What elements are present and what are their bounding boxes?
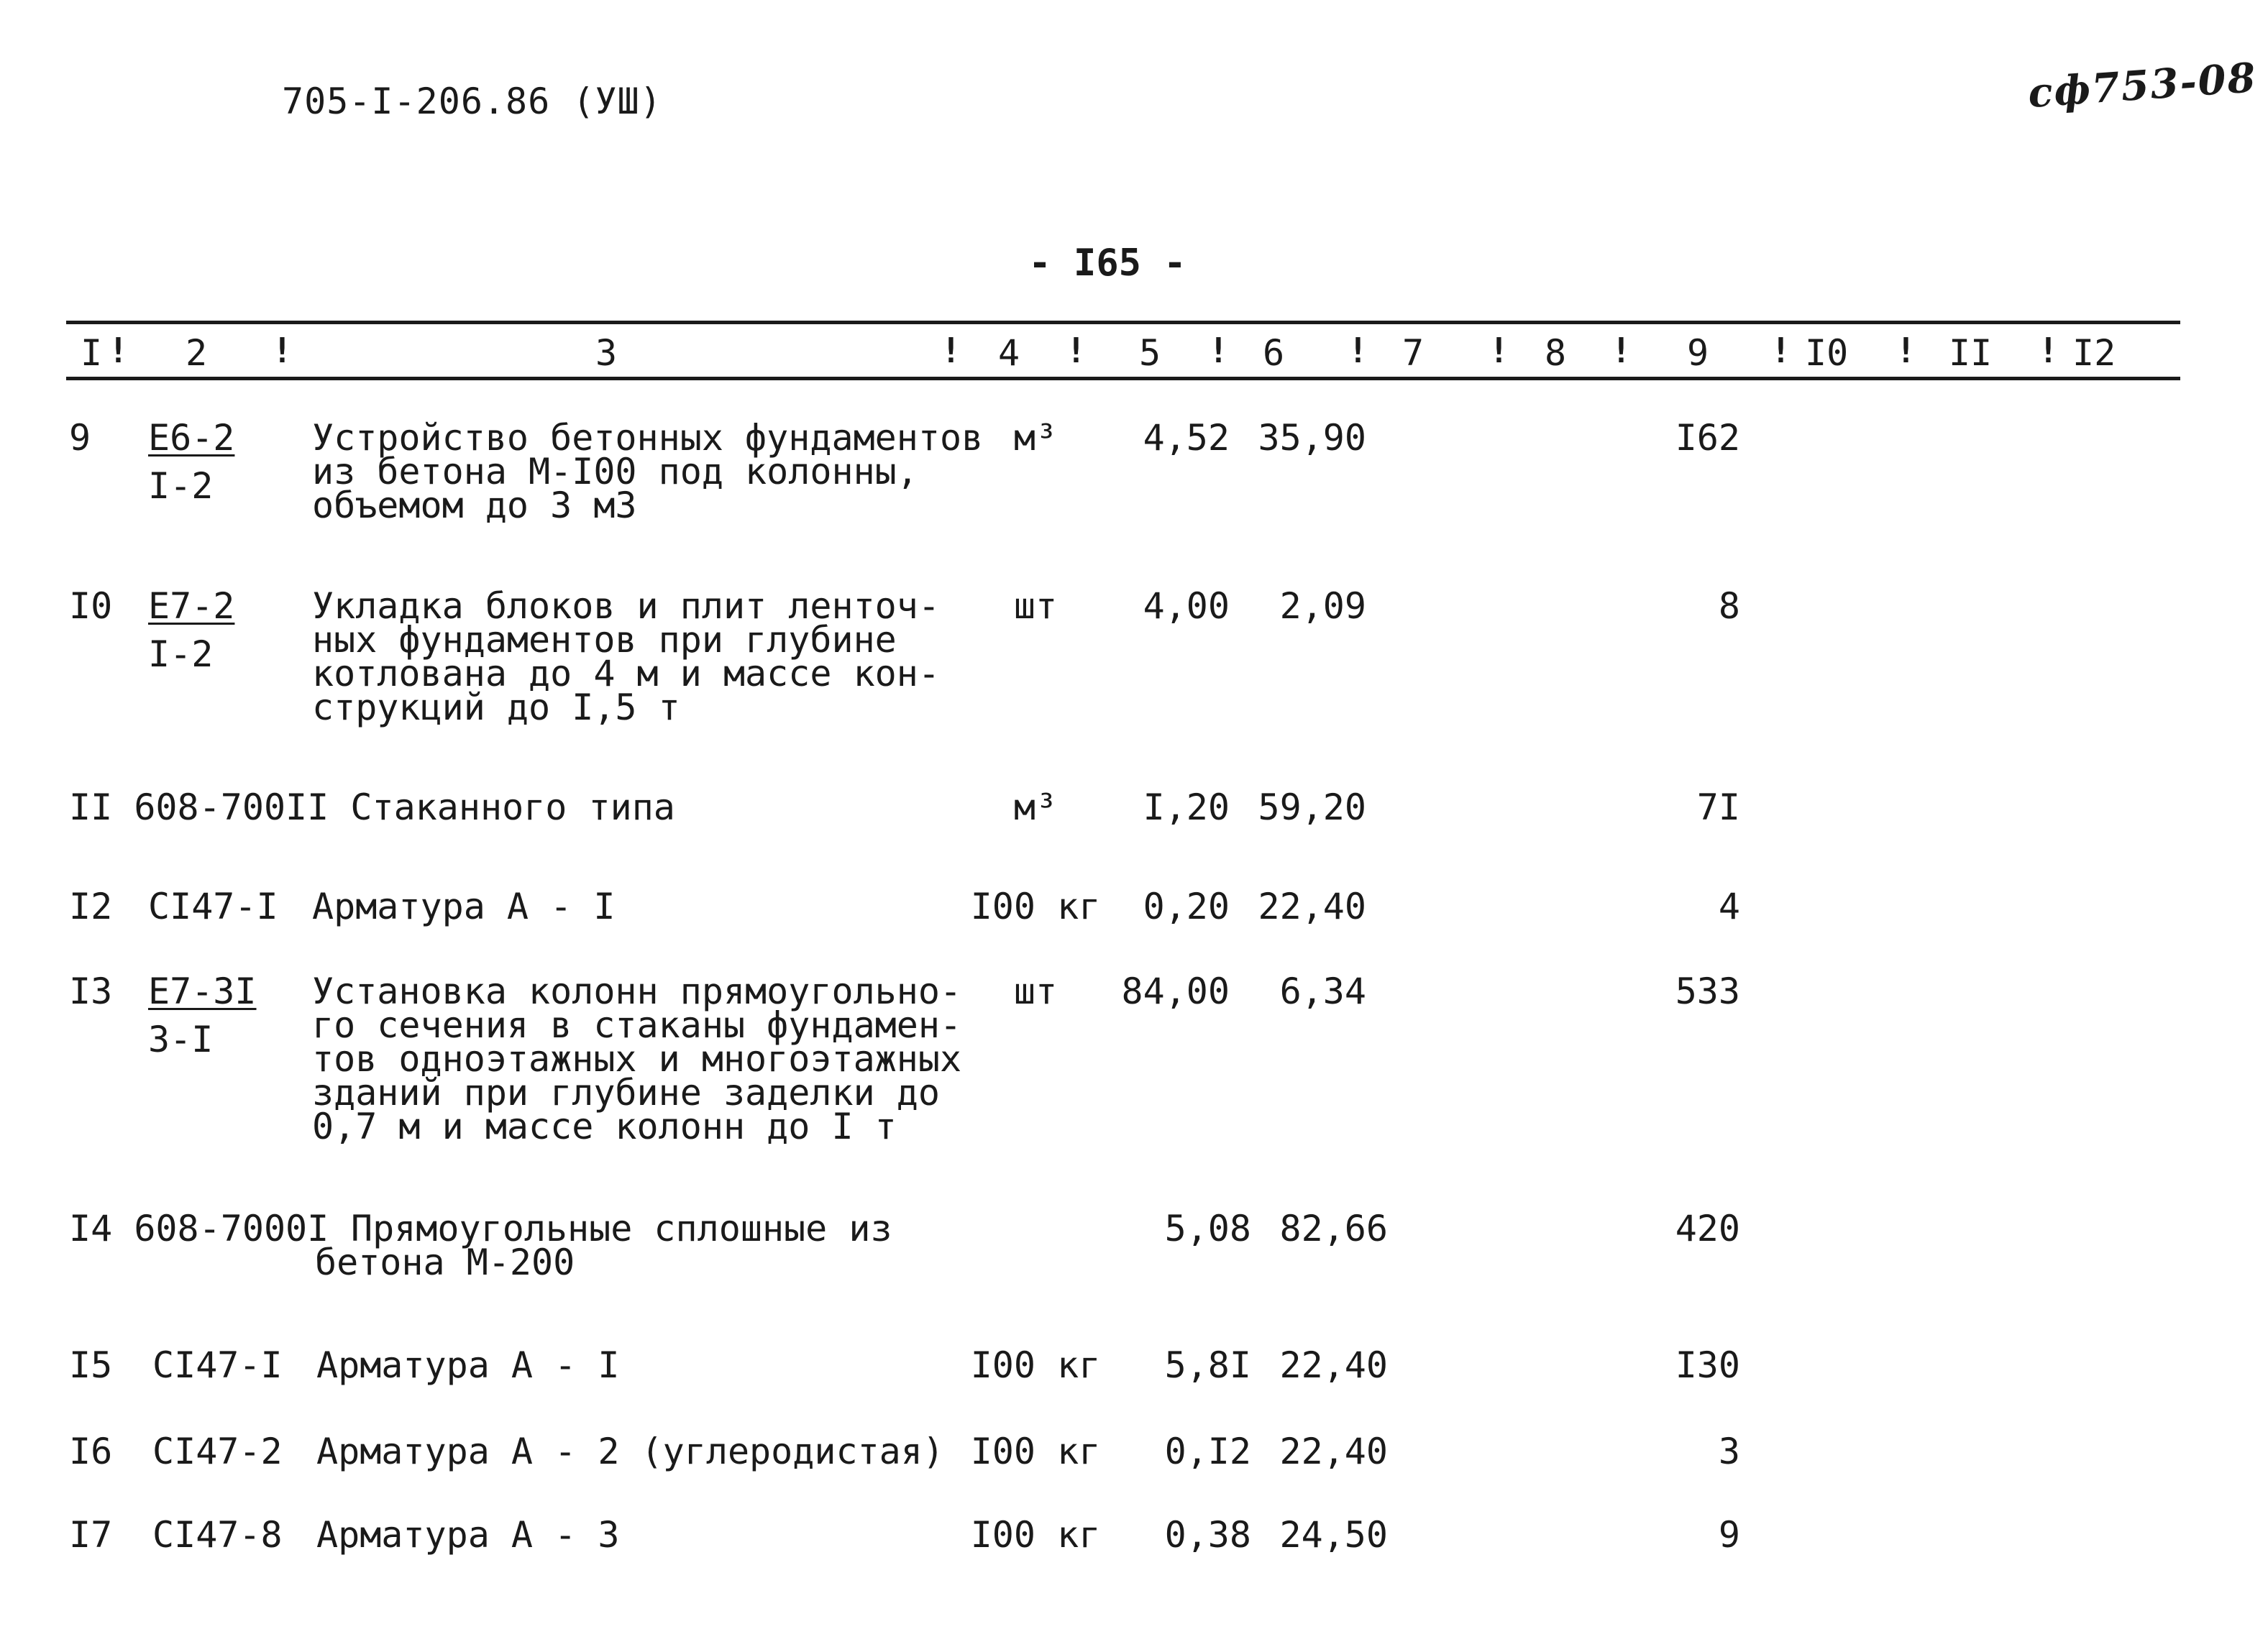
rate-code	[148, 971, 257, 1060]
column-header-5: 5	[1139, 332, 1161, 374]
column-separator: !	[1208, 331, 1229, 371]
unit-price: 6,34	[1279, 971, 1366, 1012]
total-cost: 3	[1718, 1431, 1740, 1472]
column-separator: !	[1896, 331, 1916, 371]
work-description	[312, 585, 940, 728]
unit-price: 22,40	[1258, 886, 1366, 927]
column-separator: !	[1611, 331, 1632, 371]
rate-code-bottom: I-2	[148, 465, 214, 507]
rate-code-top: Е7-2	[148, 585, 235, 627]
document-code: 705-I-206.86 (УШ)	[282, 81, 662, 122]
unit-price: 35,90	[1258, 417, 1366, 459]
row-number: I6	[69, 1431, 113, 1472]
quantity: 0,20	[1143, 886, 1230, 927]
total-cost: 4	[1718, 886, 1740, 927]
unit-price: 82,66	[1279, 1208, 1388, 1249]
row-number: II	[69, 786, 113, 828]
column-separator: !	[1770, 331, 1791, 371]
description-line: го сечения в стаканы фундамен-	[312, 1004, 962, 1046]
column-header-6: 6	[1263, 332, 1285, 374]
description-line: ных фундаментов при глубине	[312, 619, 897, 661]
rate-code: СI47-I	[148, 886, 278, 927]
description-line: котлована до 4 м и массе кон-	[312, 653, 940, 694]
row-number: I3	[69, 971, 113, 1012]
total-cost: 9	[1718, 1514, 1740, 1556]
work-description: Арматура А - 2 (углеродистая)	[316, 1431, 944, 1472]
total-cost: 8	[1718, 585, 1740, 627]
work-description: Арматура А - I	[312, 886, 616, 927]
work-description	[315, 1208, 892, 1283]
column-separator: !	[272, 331, 293, 371]
row-number: I2	[69, 886, 113, 927]
quantity: 0,I2	[1164, 1431, 1251, 1472]
column-separator: !	[941, 331, 961, 371]
quantity: 5,08	[1164, 1208, 1251, 1249]
total-cost: 420	[1675, 1208, 1740, 1249]
description-line: 0,7 м и массе колонн до I т	[312, 1106, 897, 1147]
rate-code: 608-700II	[134, 786, 329, 828]
description-line: Установка колонн прямоугольно-	[312, 971, 962, 1012]
rate-code: 608-7000I	[134, 1208, 329, 1249]
rate-code-bottom: 3-I	[148, 1019, 214, 1060]
unit-price: 2,09	[1279, 585, 1366, 627]
quantity: 0,38	[1164, 1514, 1251, 1556]
total-cost: 533	[1675, 971, 1740, 1012]
row-number: I7	[69, 1514, 113, 1556]
work-description: Стаканного типа	[350, 786, 675, 828]
description-line: объемом до 3 м3	[312, 485, 637, 526]
row-number: I4	[69, 1208, 113, 1249]
table-header-row	[0, 332, 2268, 375]
description-line: Прямоугольные сплошные из	[351, 1208, 892, 1249]
column-header-3: 3	[595, 332, 618, 374]
unit: I00 кг	[970, 1431, 1101, 1472]
column-separator: !	[1066, 331, 1087, 371]
quantity: 4,52	[1143, 417, 1230, 459]
rate-code: СI47-I	[152, 1344, 283, 1386]
rate-code: СI47-8	[152, 1514, 283, 1556]
unit: I00 кг	[970, 886, 1101, 927]
row-number: 9	[69, 417, 91, 459]
table-top-rule	[66, 321, 2180, 324]
description-line: струкций до I,5 т	[312, 687, 680, 728]
description-line: Укладка блоков и плит ленточ-	[312, 585, 940, 627]
column-separator: !	[108, 331, 129, 371]
unit-price: 59,20	[1258, 786, 1366, 828]
rate-code	[148, 585, 235, 675]
unit: I00 кг	[970, 1344, 1101, 1386]
unit-price: 22,40	[1279, 1431, 1388, 1472]
description-line: тов одноэтажных и многоэтажных	[312, 1038, 962, 1080]
column-header-8: 8	[1545, 332, 1567, 374]
total-cost: I62	[1675, 417, 1740, 459]
unit: м³	[1013, 786, 1058, 828]
unit: шт	[1013, 585, 1058, 627]
column-header-12: I2	[2072, 332, 2116, 374]
unit: м³	[1013, 417, 1058, 459]
column-header-7: 7	[1402, 332, 1425, 374]
page-number: - I65 -	[1028, 242, 1186, 285]
total-cost: I30	[1675, 1344, 1740, 1386]
total-cost: 7I	[1696, 786, 1740, 828]
description-line: зданий при глубине заделки до	[312, 1072, 940, 1114]
column-header-4: 4	[998, 332, 1020, 374]
column-separator: !	[1348, 331, 1368, 371]
column-header-11: II	[1949, 332, 1993, 374]
table-header-rule	[66, 377, 2180, 380]
column-header-1: I	[81, 332, 103, 374]
rate-code: СI47-2	[152, 1431, 283, 1472]
unit: шт	[1013, 971, 1058, 1012]
column-separator: !	[1489, 331, 1509, 371]
description-line: Устройство бетонных фундаментов	[312, 417, 984, 459]
rate-code	[148, 417, 235, 507]
column-header-2: 2	[186, 332, 208, 374]
unit-price: 24,50	[1279, 1514, 1388, 1556]
work-description: Арматура А - 3	[316, 1514, 620, 1556]
quantity: 5,8I	[1164, 1344, 1251, 1386]
description-line: бетона М-200	[315, 1242, 575, 1283]
rate-code-bottom: I-2	[148, 633, 214, 675]
quantity: 84,00	[1121, 971, 1230, 1012]
rate-code-top: Е7-3I	[148, 971, 257, 1012]
column-header-10: I0	[1805, 332, 1849, 374]
work-description: Арматура А - I	[316, 1344, 620, 1386]
work-description	[312, 417, 984, 526]
unit-price: 22,40	[1279, 1344, 1388, 1386]
description-line: из бетона М-I00 под колонны,	[312, 451, 918, 492]
quantity: 4,00	[1143, 585, 1230, 627]
work-description	[312, 971, 962, 1147]
row-number: I0	[69, 585, 113, 627]
row-number: I5	[69, 1344, 113, 1386]
column-separator: !	[2038, 331, 2059, 371]
unit: I00 кг	[970, 1514, 1101, 1556]
row-number-and-code	[69, 786, 675, 828]
rate-code-top: Е6-2	[148, 417, 235, 459]
row-number-and-code	[69, 1208, 329, 1249]
handwritten-note: сф753-08	[2026, 53, 2259, 118]
column-header-9: 9	[1687, 332, 1709, 374]
quantity: I,20	[1143, 786, 1230, 828]
